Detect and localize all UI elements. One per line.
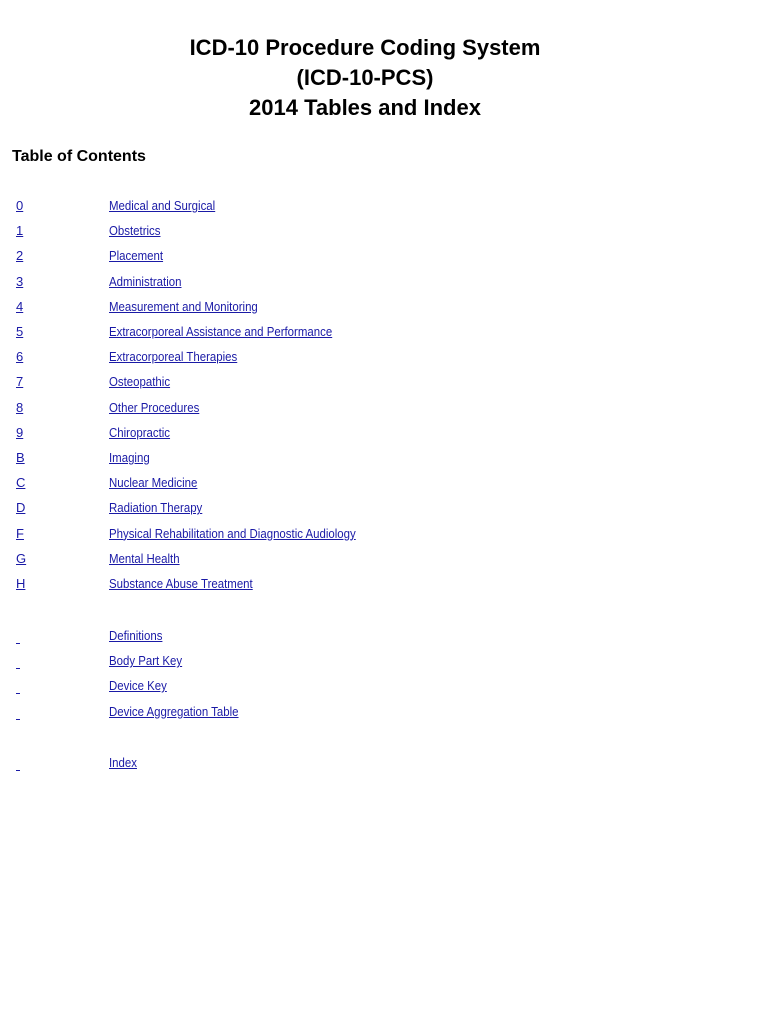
toc-code-link[interactable] [16, 625, 20, 644]
toc-label-link[interactable]: Device Key [109, 678, 167, 694]
toc-row [0, 550, 700, 570]
toc-code-link[interactable]: 2 [16, 248, 24, 264]
toc-label-link[interactable]: Nuclear Medicine [109, 475, 198, 491]
toc-label-link[interactable]: Extracorporeal Therapies [109, 349, 238, 365]
toc-code-link[interactable]: C [16, 475, 26, 491]
toc-row [0, 652, 700, 672]
title-line-1: ICD-10 Procedure Coding System [189, 35, 541, 60]
toc-row [0, 348, 700, 368]
toc-label-link[interactable]: Medical and Surgical [109, 198, 216, 213]
toc-row [0, 703, 700, 723]
toc-row [0, 323, 700, 343]
toc-code-link[interactable]: G [16, 550, 27, 566]
toc-row [0, 754, 700, 774]
toc-code-link[interactable]: 7 [16, 374, 24, 390]
toc-row [0, 247, 700, 267]
toc-heading: Table of Contents [12, 148, 146, 165]
toc-label-link[interactable]: Index [109, 755, 137, 770]
toc-code-link[interactable]: 3 [16, 273, 24, 289]
toc-row [0, 449, 700, 469]
toc-label-link[interactable]: Imaging [109, 450, 150, 465]
toc-row [0, 499, 700, 519]
toc-label-link[interactable]: Mental Health [109, 550, 180, 566]
toc-code-link[interactable] [16, 650, 20, 669]
toc-label-link[interactable]: Radiation Therapy [109, 500, 203, 516]
toc-code-link[interactable]: 6 [16, 349, 24, 365]
toc-label-link[interactable]: Extracorporeal Assistance and Performance [109, 324, 333, 339]
toc-label-link[interactable]: Other Procedures [109, 399, 200, 415]
toc-label-link[interactable]: Administration [109, 273, 182, 289]
toc-label-link[interactable]: Osteopathic [109, 374, 171, 390]
toc-row [0, 222, 700, 242]
toc-row [0, 424, 700, 444]
document-title [0, 33, 730, 123]
toc-label-link[interactable]: Placement [109, 248, 164, 264]
toc-label-link[interactable]: Chiropractic [109, 424, 171, 440]
toc-row [0, 627, 700, 647]
toc-code-link[interactable] [16, 675, 20, 694]
toc-label-link[interactable]: Definitions [109, 628, 163, 643]
toc-row [0, 677, 700, 697]
toc-code-link[interactable]: 8 [16, 399, 24, 415]
toc-code-link[interactable]: H [16, 576, 26, 591]
toc-code-link[interactable]: 4 [16, 298, 24, 314]
toc-row [0, 474, 700, 494]
toc-row [0, 298, 700, 318]
toc-row [0, 273, 700, 293]
toc-label-link[interactable]: Physical Rehabilitation and Diagnostic Audiology [109, 525, 356, 541]
toc-row [0, 525, 700, 545]
toc-label-link[interactable]: Substance Abuse Treatment [109, 576, 253, 591]
toc-code-link[interactable]: 9 [16, 424, 24, 440]
toc-label-link[interactable]: Body Part Key [109, 653, 183, 669]
toc-label-link[interactable]: Obstetrics [109, 223, 161, 239]
toc-code-link[interactable]: 1 [16, 223, 24, 239]
toc-label-link[interactable]: Device Aggregation Table [109, 703, 239, 719]
title-line-3: 2014 Tables and Index [249, 95, 481, 120]
toc-code-link[interactable]: D [16, 500, 26, 516]
toc-code-link[interactable]: F [16, 525, 24, 541]
toc-row [0, 197, 700, 217]
toc-row [0, 373, 700, 393]
toc-code-link[interactable] [16, 701, 20, 720]
toc-row [0, 399, 700, 419]
toc-code-link[interactable]: 5 [16, 324, 24, 339]
toc-code-link[interactable]: 0 [16, 198, 24, 213]
title-line-2: (ICD-10-PCS) [296, 65, 434, 90]
toc-row [0, 575, 700, 595]
toc-label-link[interactable]: Measurement and Monitoring [109, 298, 258, 314]
toc-code-link[interactable]: B [16, 450, 25, 465]
toc-code-link[interactable] [16, 752, 20, 771]
